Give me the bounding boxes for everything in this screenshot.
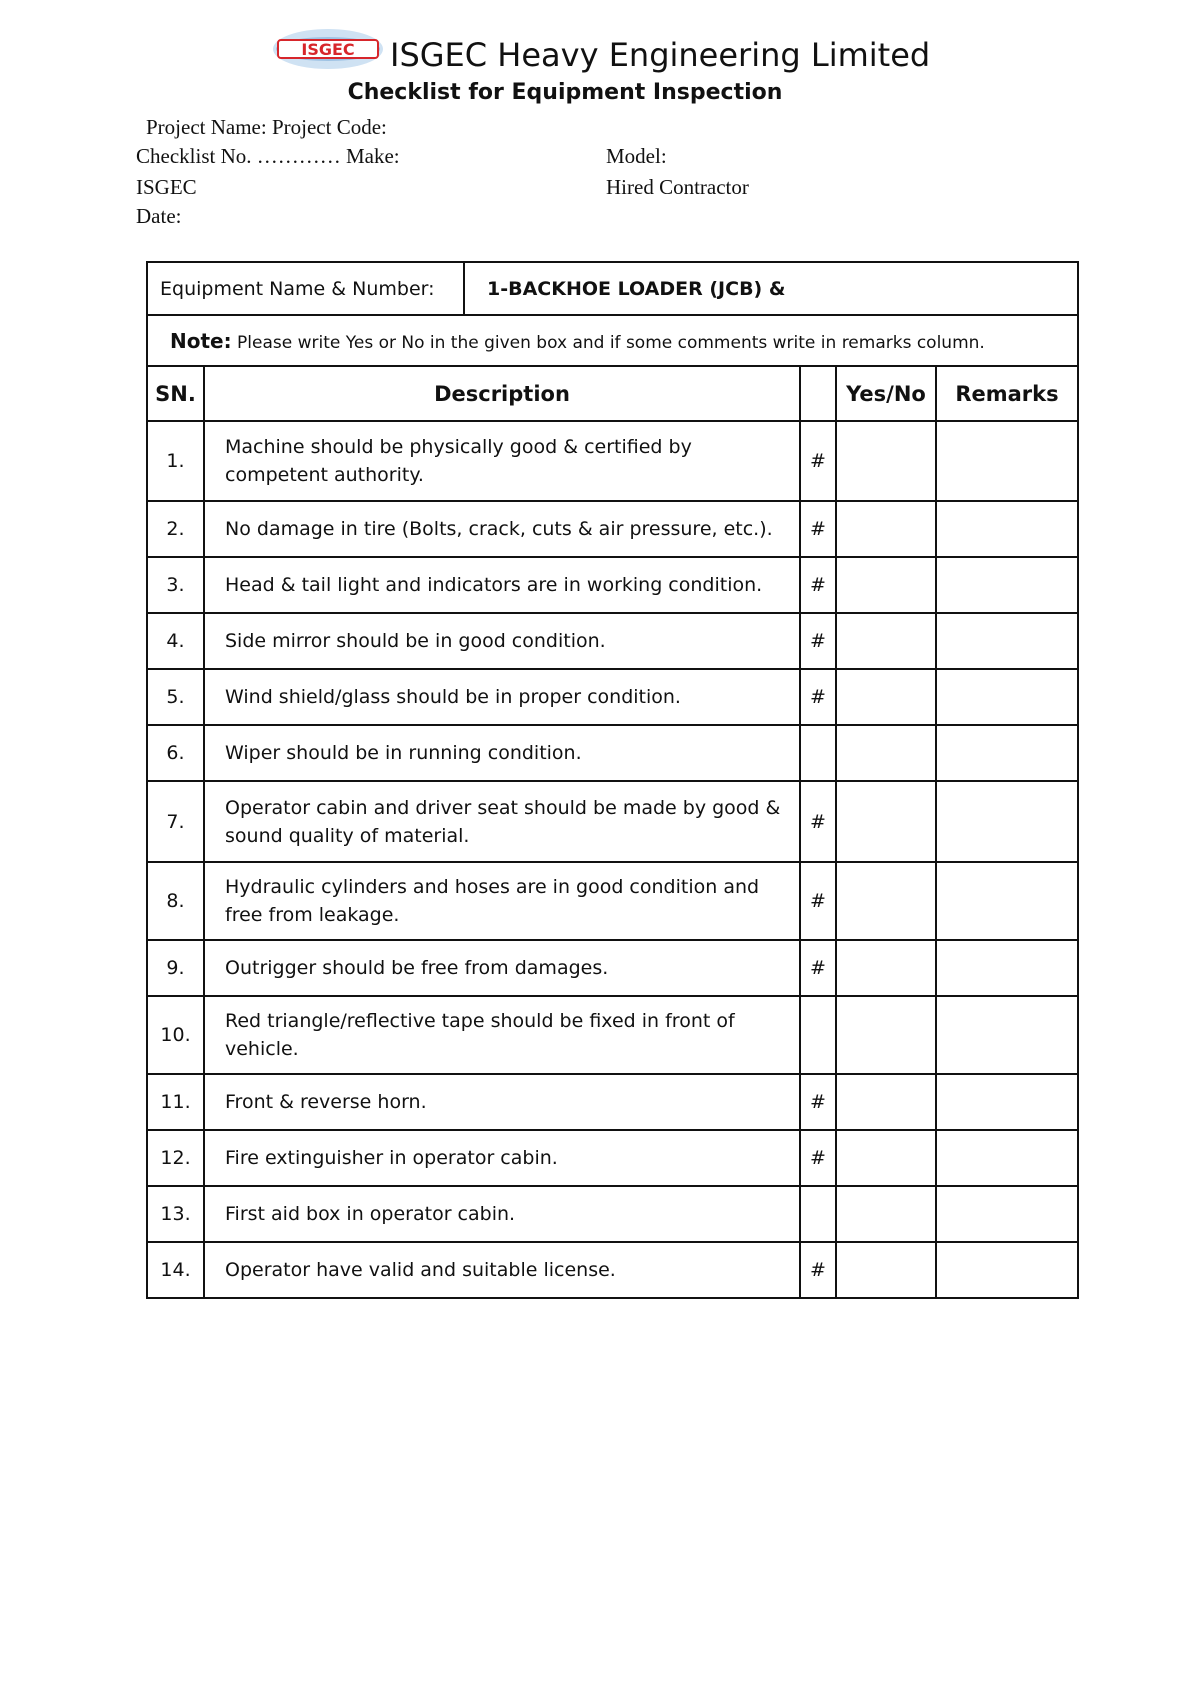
row-mark: #	[800, 1242, 836, 1298]
table-row	[147, 996, 1078, 1074]
mark-column-header	[800, 366, 836, 421]
row-sn: 4.	[147, 613, 204, 669]
row-remarks-field[interactable]	[936, 613, 1078, 669]
row-description: Fire extinguisher in operator cabin.	[204, 1130, 800, 1186]
row-sn: 9.	[147, 940, 204, 996]
row-description: No damage in tire (Bolts, crack, cuts & air pressure, etc.).	[204, 501, 800, 557]
sn-column-header: SN.	[147, 366, 204, 421]
row-yes-no-field[interactable]	[836, 940, 936, 996]
row-sn: 2.	[147, 501, 204, 557]
table-row	[147, 613, 1078, 669]
note-text: Please write Yes or No in the given box and if some comments write in remarks column.	[231, 332, 985, 353]
row-description: Wind shield/glass should be in proper condition.	[204, 669, 800, 725]
row-remarks-field[interactable]	[936, 1242, 1078, 1298]
row-sn: 5.	[147, 669, 204, 725]
table-row	[147, 557, 1078, 613]
row-mark: #	[800, 501, 836, 557]
row-sn: 10.	[147, 996, 204, 1074]
equipment-value-text: 1-BACKHOE LOADER (JCB) &	[487, 277, 786, 300]
model-label: Model:	[606, 144, 667, 168]
page-title: Checklist for Equipment Inspection	[347, 80, 783, 105]
row-description: Operator have valid and suitable license.	[204, 1242, 800, 1298]
row-remarks-field[interactable]	[936, 940, 1078, 996]
yes-no-column-header: Yes/No	[836, 366, 936, 421]
row-mark	[800, 1186, 836, 1242]
row-yes-no-field[interactable]	[836, 862, 936, 940]
row-description: First aid box in operator cabin.	[204, 1186, 800, 1242]
row-sn: 7.	[147, 781, 204, 862]
row-description: Wiper should be in running condition.	[204, 725, 800, 781]
note-cell	[147, 315, 1078, 366]
row-description: Red triangle/reflective tape should be fixed in front of vehicle.	[204, 996, 800, 1074]
row-description: Hydraulic cylinders and hoses are in good condition and free from leakage.	[204, 862, 800, 940]
column-header-row	[147, 366, 1078, 421]
row-mark: #	[800, 557, 836, 613]
row-description: Front & reverse horn.	[204, 1074, 800, 1130]
row-mark	[800, 996, 836, 1074]
table-row	[147, 725, 1078, 781]
table-row	[147, 940, 1078, 996]
row-remarks-field[interactable]	[936, 996, 1078, 1074]
row-mark: #	[800, 421, 836, 501]
table-row	[147, 1186, 1078, 1242]
row-yes-no-field[interactable]	[836, 1186, 936, 1242]
row-yes-no-field[interactable]	[836, 557, 936, 613]
table-row	[147, 1242, 1078, 1298]
row-mark: #	[800, 940, 836, 996]
equipment-row	[147, 262, 1078, 315]
row-mark: #	[800, 669, 836, 725]
description-column-header: Description	[204, 366, 800, 421]
equipment-value[interactable]	[464, 262, 1078, 315]
row-remarks-field[interactable]	[936, 557, 1078, 613]
row-yes-no-field[interactable]	[836, 781, 936, 862]
table-row	[147, 421, 1078, 501]
row-remarks-field[interactable]	[936, 1130, 1078, 1186]
table-row	[147, 862, 1078, 940]
inspection-checklist-table	[146, 261, 1079, 1299]
row-remarks-field[interactable]	[936, 1074, 1078, 1130]
row-remarks-field[interactable]	[936, 781, 1078, 862]
row-description: Operator cabin and driver seat should be made by good & sound quality of material.	[204, 781, 800, 862]
row-remarks-field[interactable]	[936, 501, 1078, 557]
row-sn: 3.	[147, 557, 204, 613]
row-mark: #	[800, 613, 836, 669]
row-yes-no-field[interactable]	[836, 613, 936, 669]
row-description: Head & tail light and indicators are in working condition.	[204, 557, 800, 613]
svg-text:ISGEC: ISGEC	[301, 40, 355, 59]
row-sn: 12.	[147, 1130, 204, 1186]
row-yes-no-field[interactable]	[836, 421, 936, 501]
row-mark: #	[800, 1130, 836, 1186]
table-row	[147, 501, 1078, 557]
isgec-label: ISGEC	[136, 175, 197, 199]
row-remarks-field[interactable]	[936, 725, 1078, 781]
isgec-logo	[272, 28, 384, 70]
row-description: Machine should be physically good & certified by competent authority.	[204, 421, 800, 501]
equipment-label: Equipment Name & Number:	[147, 262, 464, 315]
row-sn: 6.	[147, 725, 204, 781]
table-row	[147, 781, 1078, 862]
project-name-code: Project Name: Project Code:	[146, 115, 387, 139]
hired-contractor-label: Hired Contractor	[606, 175, 749, 199]
table-row	[147, 1074, 1078, 1130]
row-description: Outrigger should be free from damages.	[204, 940, 800, 996]
row-sn: 8.	[147, 862, 204, 940]
table-row	[147, 669, 1078, 725]
row-mark: #	[800, 862, 836, 940]
table-row	[147, 1130, 1078, 1186]
row-remarks-field[interactable]	[936, 421, 1078, 501]
row-yes-no-field[interactable]	[836, 1242, 936, 1298]
row-sn: 13.	[147, 1186, 204, 1242]
row-description: Side mirror should be in good condition.	[204, 613, 800, 669]
row-sn: 14.	[147, 1242, 204, 1298]
row-mark: #	[800, 781, 836, 862]
row-yes-no-field[interactable]	[836, 501, 936, 557]
date-label: Date:	[136, 204, 182, 228]
row-remarks-field[interactable]	[936, 862, 1078, 940]
row-sn: 1.	[147, 421, 204, 501]
row-yes-no-field[interactable]	[836, 1074, 936, 1130]
row-yes-no-field[interactable]	[836, 996, 936, 1074]
row-yes-no-field[interactable]	[836, 725, 936, 781]
note-label: Note:	[170, 328, 232, 353]
checklist-number: Checklist No. ………… Make:	[136, 144, 400, 168]
remarks-column-header: Remarks	[936, 366, 1078, 421]
row-sn: 11.	[147, 1074, 204, 1130]
row-remarks-field[interactable]	[936, 669, 1078, 725]
row-yes-no-field[interactable]	[836, 669, 936, 725]
company-name: ISGEC Heavy Engineering Limited	[390, 36, 931, 74]
note-row	[147, 315, 1078, 366]
row-yes-no-field[interactable]	[836, 1130, 936, 1186]
row-remarks-field[interactable]	[936, 1186, 1078, 1242]
row-mark	[800, 725, 836, 781]
row-mark: #	[800, 1074, 836, 1130]
